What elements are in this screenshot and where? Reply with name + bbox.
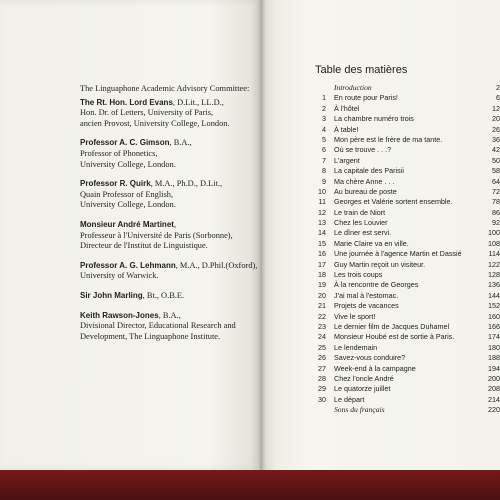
committee-heading: The Linguaphone Academic Advisory Committee: (80, 84, 250, 93)
member-detail-line: University College, London. (80, 200, 176, 210)
toc-num: 27 (318, 363, 326, 373)
toc-num: 11 (318, 197, 326, 207)
toc-text: Projets de vacances (334, 301, 399, 311)
toc-text: La capitale des Parisii (334, 166, 404, 176)
toc-text: À la rencontre de Georges (334, 280, 419, 290)
member-detail-line: Professeur à l'Université de Paris (Sorbonne), (80, 230, 233, 240)
toc-row (312, 135, 500, 145)
toc-page: 58 (492, 166, 500, 176)
toc-num: 6 (322, 145, 326, 155)
toc-page: 72 (492, 186, 500, 196)
toc-row (312, 395, 500, 405)
member-name: Professor R. Quirk (80, 179, 151, 189)
toc-page: 20 (492, 114, 500, 124)
toc-page: 86 (492, 207, 500, 217)
toc-row (312, 384, 500, 394)
toc-page: 108 (488, 238, 500, 248)
member-credentials: , M.A., D.Phil.(Oxford), (175, 260, 258, 270)
toc-row (312, 364, 500, 374)
toc-text: Au bureau de poste (334, 186, 397, 196)
toc-num: 21 (318, 301, 326, 311)
committee-member (80, 261, 265, 282)
member-detail-line: University of Warwick. (80, 271, 159, 281)
toc-row (312, 208, 500, 218)
toc-page: 36 (492, 134, 500, 144)
toc-page: 166 (488, 321, 500, 331)
member-first-line (80, 179, 265, 190)
member-detail-line: ancien Provost, University College, London. (80, 118, 230, 128)
committee-member (80, 179, 265, 211)
toc-title: Table des matières (315, 64, 408, 76)
toc-row (312, 301, 500, 311)
toc-text: Le dernier film de Jacques Duhamel (334, 321, 450, 331)
toc-row (312, 125, 500, 135)
toc-row (312, 166, 500, 176)
member-detail-line: Professor of Phonetics, (80, 148, 158, 158)
toc-text: Marie Claire va en ville. (334, 238, 409, 248)
toc-text: Le départ (334, 394, 365, 404)
toc-page: 136 (488, 280, 500, 290)
toc-num: 12 (318, 207, 326, 217)
toc-text: En route pour Paris! (334, 93, 398, 103)
member-name: Professor A. G. Lehmann (80, 260, 176, 270)
toc-row (312, 104, 500, 114)
toc-num: 3 (322, 114, 326, 124)
member-name: Keith Rawson-Jones (80, 310, 159, 320)
toc-text: À l'hôtel (334, 103, 360, 113)
toc-num: 10 (318, 186, 326, 196)
toc-page: 64 (492, 176, 500, 186)
toc-text: J'ai mal à l'estomac. (334, 290, 399, 300)
member-name: Sir John Marling (80, 290, 143, 300)
toc-text: Les trois coups (334, 270, 383, 280)
toc-row (312, 312, 500, 322)
toc-text: Le quatorze juillet (334, 384, 391, 394)
toc-text: Où se trouve . . .? (334, 145, 392, 155)
toc-num: 4 (322, 124, 326, 134)
toc-num: 15 (318, 238, 326, 248)
member-name: Monsieur André Martinet (80, 219, 174, 229)
toc-num: 24 (318, 332, 326, 342)
toc-text: Georges et Valérie sortent ensemble. (334, 197, 453, 207)
toc-text: Guy Martin reçoit un visiteur. (334, 259, 426, 269)
member-first-line (80, 291, 265, 302)
toc-row (312, 197, 500, 207)
toc-row (312, 145, 500, 155)
toc-row (312, 228, 500, 238)
member-credentials: , B.A., (169, 138, 192, 148)
toc-text: Le train de Niort (334, 207, 386, 217)
toc-num: 25 (318, 342, 326, 352)
toc-text: À table! (334, 124, 359, 134)
toc-text: Chez les Louvier (334, 218, 388, 228)
committee-member (80, 291, 265, 302)
toc-row (312, 93, 500, 103)
toc-text: La chambre numéro trois (334, 114, 414, 124)
member-first-line (80, 138, 265, 149)
toc-num: 16 (318, 249, 326, 259)
member-first-line (80, 98, 265, 109)
toc-page: 194 (488, 363, 500, 373)
toc-row (312, 156, 500, 166)
member-detail-line: Divisional Director, Educational Research and (80, 321, 236, 331)
toc-intro-page: 2 (496, 83, 500, 92)
member-first-line (80, 220, 265, 231)
member-detail-line: Development, The Linguaphone Institute. (80, 331, 221, 341)
toc-num: 17 (318, 259, 326, 269)
toc-num: 26 (318, 353, 326, 363)
toc-row (312, 353, 500, 363)
toc-list (312, 83, 500, 416)
toc-page: 208 (488, 384, 500, 394)
toc-page: 42 (492, 145, 500, 155)
toc-row (312, 280, 500, 290)
toc-text: Mon père est le frère de ma tante. (334, 134, 443, 144)
member-detail-line: Hon. Dr. of Letters, University of Paris, (80, 108, 214, 118)
toc-row (312, 374, 500, 384)
toc-row (312, 177, 500, 187)
member-name: Professor A. C. Gimson (80, 138, 170, 148)
toc-end-page: 220 (488, 405, 500, 415)
toc-num: 29 (318, 384, 326, 394)
toc-row (312, 260, 500, 270)
toc-text: Ma chère Anne . . . (334, 176, 395, 186)
toc-num: 2 (322, 103, 326, 113)
toc-num: 14 (318, 228, 326, 238)
toc-row (312, 332, 500, 342)
toc-page: 114 (488, 249, 500, 259)
toc-page: 50 (492, 155, 500, 165)
toc-page: 174 (488, 332, 500, 342)
toc-text: Monsieur Houbé est de sortie à Paris. (334, 332, 455, 342)
toc-page: 100 (488, 228, 500, 238)
toc-page: 128 (488, 270, 500, 280)
toc-text: Savez-vous conduire? (334, 353, 406, 363)
committee-member (80, 220, 265, 252)
committee-member (80, 98, 265, 130)
toc-text: Une journée à l'agence Martin et Dassié (334, 249, 462, 259)
toc-intro-row (312, 83, 500, 93)
toc-page: 152 (488, 301, 500, 311)
member-credentials: , Bt., O.B.E. (142, 290, 185, 300)
member-first-line (80, 311, 265, 322)
toc-intro-text: Introduction (334, 83, 372, 92)
toc-page: 122 (488, 259, 500, 269)
toc-num: 19 (318, 280, 326, 290)
toc-num: 30 (318, 394, 326, 404)
toc-num: 28 (318, 373, 326, 383)
member-detail-line: Directeur de l'Institut de Linguistique. (80, 241, 208, 251)
member-detail-line: Quain Professor of English, (80, 189, 174, 199)
toc-page: 144 (488, 290, 500, 300)
toc-page: 200 (488, 373, 500, 383)
toc-num: 13 (318, 218, 326, 228)
toc-num: 18 (318, 270, 326, 280)
toc-row (312, 114, 500, 124)
toc-num: 20 (318, 290, 326, 300)
toc-text: Vive le sport! (334, 311, 376, 321)
toc-page: 26 (492, 124, 500, 134)
toc-row (312, 187, 500, 197)
toc-page: 92 (492, 218, 500, 228)
member-detail-line: University College, London. (80, 159, 176, 169)
toc-end-text: Sons du français (334, 405, 385, 415)
member-credentials: , (173, 219, 177, 229)
toc-text: L'argent (334, 155, 360, 165)
toc-row (312, 218, 500, 228)
toc-page: 78 (492, 197, 500, 207)
member-first-line (80, 261, 265, 272)
toc-page: 180 (488, 342, 500, 352)
toc-text: Week-end à la campagne (334, 363, 416, 373)
committee-member (80, 311, 265, 343)
toc-page: 214 (488, 394, 500, 404)
toc-num: 23 (318, 321, 326, 331)
toc-text: Le dîner est servi. (334, 228, 392, 238)
toc-row (312, 322, 500, 332)
toc-row (312, 291, 500, 301)
toc-row (312, 249, 500, 259)
member-name: The Rt. Hon. Lord Evans (80, 97, 173, 107)
toc-page: 6 (496, 93, 500, 103)
toc-num: 7 (322, 155, 326, 165)
toc-num: 9 (322, 176, 326, 186)
member-credentials: , D.Lit., LL.D., (172, 97, 224, 107)
toc-text: Chez l'oncle André (334, 373, 394, 383)
committee-member (80, 138, 265, 170)
toc-num: 8 (322, 166, 326, 176)
toc-page: 12 (492, 103, 500, 113)
member-credentials: , M.A., Ph.D., D.Lit., (150, 179, 223, 189)
toc-end-row (312, 405, 500, 415)
toc-row (312, 239, 500, 249)
toc-num: 1 (322, 93, 326, 103)
toc-page: 188 (488, 353, 500, 363)
toc-text: Le lendemain (334, 342, 378, 352)
member-credentials: , B.A., (158, 310, 181, 320)
toc-page: 160 (488, 311, 500, 321)
advisory-committee (80, 84, 265, 342)
toc-row (312, 270, 500, 280)
toc-num: 22 (318, 311, 326, 321)
toc-num: 5 (322, 134, 326, 144)
toc-row (312, 343, 500, 353)
